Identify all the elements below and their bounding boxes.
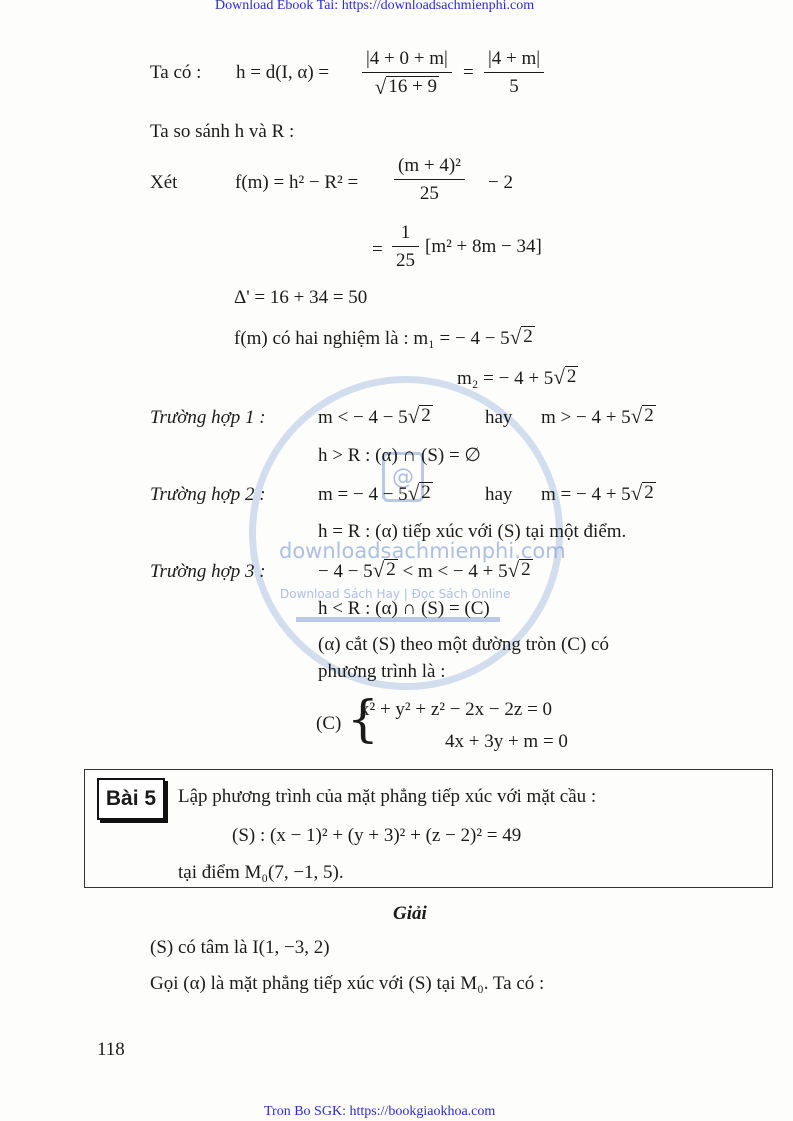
ta-co-label: Ta có : <box>150 62 202 83</box>
exercise-badge: Bài 5 <box>97 778 165 820</box>
exercise-point: tại điểm M₀(7, −1, 5). <box>178 862 344 883</box>
case3-cond: − 4 − 5 √ 2 < m < − 4 + 5 √ 2 <box>318 557 531 582</box>
case3-text-line1: (α) cắt (S) theo một đường tròn (C) có <box>318 634 609 655</box>
case1-cond-a: m < − 4 − 5 √ 2 <box>318 403 431 428</box>
equals-sign: = <box>463 62 474 83</box>
case2-result: h = R : (α) tiếp xúc với (S) tại một điểm. <box>318 521 627 542</box>
system-eq2: 4x + 3y + m = 0 <box>445 731 568 752</box>
case1-label: Trường hợp 1 : <box>150 407 266 428</box>
fraction-fm: $\frac{\text{(m + 4)²}}{25}$ <box>394 155 465 205</box>
case2-cond-a: m = − 4 − 5 √ 2 <box>318 480 431 505</box>
bracket-expression: [m² + 8m − 34] <box>425 236 542 257</box>
case3-label: Trường hợp 3 : <box>150 561 266 582</box>
case1-hay: hay <box>485 407 513 428</box>
case3-text-line2: phương trình là : <box>318 661 446 682</box>
solution-heading: Giải <box>393 903 427 924</box>
case1-result: h > R : (α) ∩ (S) = ∅ <box>318 445 481 466</box>
minus-two: − 2 <box>488 172 513 193</box>
case2-label: Trường hợp 2 : <box>150 484 266 505</box>
page-number: 118 <box>97 1039 125 1060</box>
compare-text: Ta so sánh h và R : <box>150 121 295 142</box>
exercise-equation: (S) : (x − 1)² + (y + 3)² + (z − 2)² = 49 <box>232 825 522 846</box>
fm-lhs: f(m) = h² − R² = <box>235 172 359 193</box>
watermark-book-icon: @ <box>382 452 424 502</box>
system-label: (C) <box>316 713 342 734</box>
case2-hay: hay <box>485 484 513 505</box>
fraction-one-25: $\frac{1}{25}$ <box>392 222 419 272</box>
fraction-distance: |4 + 0 + m| √ 16 + 9 <box>362 48 452 100</box>
delta-line: Δ' = 16 + 34 = 50 <box>234 287 368 308</box>
system-brace: { <box>347 690 379 748</box>
footer-sgk-link[interactable]: Tron Bo SGK: https://bookgiaokhoa.com <box>264 1104 496 1119</box>
fraction-distance-simplified: $\frac{|4 + m|}{5}$ <box>484 48 544 98</box>
h-equation-lhs: h = d(I, α) = <box>236 62 330 83</box>
case1-cond-b: m > − 4 + 5 √ 2 <box>541 403 654 428</box>
equals-sign-2: = <box>372 239 383 260</box>
solution-line1: (S) có tâm là I(1, −3, 2) <box>150 937 330 958</box>
watermark-site: downloadsachmienphi.com <box>279 539 566 563</box>
case3-result: h < R : (α) ∩ (S) = (C) <box>318 598 490 619</box>
system-eq1: x² + y² + z² − 2x − 2z = 0 <box>360 699 553 720</box>
exercise-prompt: Lập phương trình của mặt phẳng tiếp xúc với mặt cầu : <box>178 786 597 807</box>
roots-line: f(m) có hai nghiệm là : m₁ = − 4 − 5 √ 2 <box>234 324 533 349</box>
xet-label: Xét <box>150 172 178 193</box>
case2-cond-b: m = − 4 + 5 √ 2 <box>541 480 654 505</box>
header-download-link[interactable]: Download Ebook Tai: https://downloadsachmienphi.com <box>215 0 535 13</box>
watermark-tagline: Download Sách Hay | Đọc Sách Online <box>280 587 511 601</box>
root-two: m₂ = − 4 + 5 √ 2 <box>457 364 577 389</box>
solution-line2: Gọi (α) là mặt phẳng tiếp xúc với (S) tại M₀. Ta có : <box>150 973 545 994</box>
